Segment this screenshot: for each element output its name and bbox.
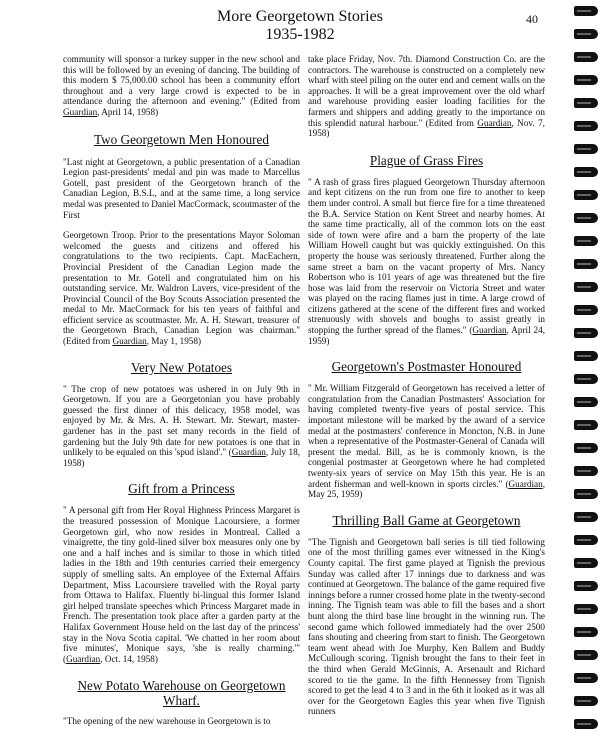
spiral-binding — [570, 0, 600, 743]
binding-ring — [574, 673, 598, 683]
binding-ring — [574, 305, 598, 315]
book-years: 1935-1982 — [265, 26, 335, 43]
binding-ring — [574, 650, 598, 660]
binding-ring — [574, 604, 598, 614]
binding-ring — [574, 443, 598, 453]
binding-ring — [574, 374, 598, 384]
article-paragraph: " A rash of grass fires plagued Georgetown Thursday afternoon and kept citizens on the run from one fire to another to keep them under control. A small but fierce fire for a time threatened the B.A. Service Station on Kent Street and nearby homes. At the same time practically, all of the common lots on the east side of town were afire and a barn the property of the late William Howell caught but was quickly extinguished. On this property the house was seriously threatened. Further along the same street a barn on the vacant property of Mrs. Nancy Robertson who is 101 years of age was threatened but the fire hose was laid from the reservoir on Victoria Street and water was played on the racing flames just in time. A large crowd of citizens gathered at the scene of the different fires and worked strenuously with shovels and boughs to assist greatly in stopping the further spread of the flames." (Guardian, April 24, 1959) — [308, 176, 545, 346]
source-link: Guardian — [66, 653, 101, 664]
article-paragraph: "Last night at Georgetown, a public presentation of a Canadian Legion past-presidents' medal and pin was made to Marcellus Gotell, past president of the Georgetown branch of the Canadian Legion, B.S.L, and at the same time, a long service medal was presented to Daniel MacCormack, scoutmaster of the First — [63, 156, 301, 220]
article-heading: Gift from a Princess — [128, 481, 235, 497]
source-link: Guardian — [472, 325, 507, 336]
source-link: Guardian — [231, 447, 266, 458]
binding-ring — [574, 29, 598, 39]
page-number: 40 — [526, 12, 538, 26]
binding-ring — [574, 75, 598, 85]
binding-ring — [574, 558, 598, 568]
source-link: Guardian — [477, 117, 512, 128]
binding-ring — [574, 719, 598, 729]
binding-ring — [574, 259, 598, 269]
book-title: More Georgetown Stories — [217, 8, 383, 25]
binding-ring — [574, 6, 598, 16]
article-paragraph: "The Tignish and Georgetown ball series is till tied following one of the most thrilling games ever witnessed in the King's County capital. The first game played at Tignish the previous Sunday was called after 17 innings due to darkness and was continued at Georgetown. The balance of the game required five innings before a runner crossed home plate in the twenty-second inning. The Tignish team was able to fill the bases and a short bunt along the third base line brought in the winning run. The second game which followed immediately had the over 2500 fans shouting and cheering from start to finish. The Georgetown team went ahead with Joe Murphy, Ken Ballem and Buddy McCullough scoring. Tignish brought the fans to their feet in the third when Gerald McGinnis, A. Arsenault and Richard scored to tie the game. In the fifth Hennessey from Tignish scored to get the lead 4 to 3 and in the 6th it looked as it was all over for the Georgetown Eagles this year when five Tignish runners — [308, 536, 546, 717]
binding-ring — [574, 98, 598, 108]
binding-ring — [574, 696, 598, 706]
article-paragraph: " A personal gift from Her Royal Highness Princess Margaret is the treasured possession of Monique Lacoursiere, a former Georgetown girl, who now resides in Montreal. Called a vinaigrette, the tiny gold-lined silver box measures only one by one and a half inches and is similar to those in which titled ladies in the 18th and 19th centuries carried their emergency supply of smelling salts. An employee of the External Affairs Department, Miss Lacoursiere travelled with the Royal party from Ottawa to Halifax. Fluently bi-lingual this former Island girl helped translate speeches which Princess Margaret made in French. The presentation took place after a garden party at the Halifax Government House held on the last day of the princess' stay in the Nova Scotia capital. 'We chatted in her room about five minutes', Monique says, 'she is really charming.'" (Guardian, Oct. 14, 1958) — [63, 505, 300, 664]
binding-ring — [574, 282, 598, 292]
binding-ring — [574, 213, 598, 223]
article-paragraph: " The crop of new potatoes was ushered in on July 9th in Georgetown. If you are a Georgetonian you have probably guessed the first dinner of this delicacy, 1958 model, was enjoyed by Mr. & Mrs. A. H. Stewart. Mr. Stewart, master-gardener has in the past set many records in the field of gardening but the July 9th date for new potatoes is one that in unlikely to be equaled on this 'spud island'." (Guardian, July 18, 1958) — [63, 383, 300, 468]
binding-ring — [574, 397, 598, 407]
binding-ring — [574, 466, 598, 476]
binding-ring — [574, 144, 598, 154]
binding-ring — [574, 121, 598, 131]
binding-ring — [574, 190, 598, 200]
article-heading: Very New Potatoes — [130, 359, 233, 375]
article-paragraph: Georgetown Troop. Prior to the presentations Mayor Soloman welcomed the guests and citizens and offered his congratulations to the two recipients. Capt. MacEachern, Provincial President of the Canadian Legion made the presentation to Mr. Gotell and congratulated him on his outstanding service. Mr. Waldron Lavers, vice-president of the Provincial Council of the Boy Scouts Association presented the medal to Mr. MacCormack for his ten years of faithful and efficient service as scoutmaster. Mr. A. H. Stewart, treasurer of the Georgetown Brach, Canadian Legion was chairman." (Edited from Guardian, May 1, 1958) — [63, 230, 300, 347]
binding-ring — [574, 167, 598, 177]
binding-ring — [574, 627, 598, 637]
source-link: Guardian — [508, 478, 543, 489]
right-intro-paragraph: take place Friday, Nov. 7th. Diamond Construction Co. are the contractors. The warehouse is constructed on a completely new wharf with steel piling on the outer end and cement walls on the approaches. It will be a great improvement over the old wharf and warehouse providing easier loading facilities for the farmers and shippers and adding greatly to the importance on this splendid natural harbour." (Edited from Guardian, Nov. 7, 1958) — [308, 54, 545, 139]
article-heading: Thrilling Ball Game at Georgetown — [332, 512, 521, 528]
article-paragraph: "The opening of the new warehouse in Georgetown is to — [63, 716, 271, 727]
binding-ring — [574, 512, 598, 522]
left-column — [63, 54, 300, 727]
binding-ring — [574, 420, 598, 430]
binding-ring — [574, 236, 598, 246]
binding-ring — [574, 351, 598, 361]
article-heading: Plague of Grass Fires — [369, 152, 484, 168]
article-heading: New Potato Warehouse on Georgetown Wharf. — [77, 678, 286, 709]
article-heading: Two Georgetown Men Honoured — [94, 131, 269, 147]
left-intro-paragraph: community will sponsor a turkey supper in the new school and this will be followed by an evening of dancing. The building of this modern $ 75,000.00 school has been a community effort throughout and a very large crowd is expected to be in attendance during the afternoon and evening." (Edited from Guardian, April 14, 1958) — [63, 54, 300, 117]
binding-ring — [574, 328, 598, 338]
page-header — [0, 8, 600, 44]
binding-ring — [574, 489, 598, 499]
article-heading: Georgetown's Postmaster Honoured — [331, 359, 522, 375]
source-link: Guardian — [112, 336, 147, 347]
article-paragraph: " Mr. William Fitzgerald of Georgetown has received a letter of congratulation from the Canadian Postmasters' Association for having completed twenty-five years of postal service. This important milestone will be marked by the award of a service medal at the postmasters' conference in Moncton, N.B. in June when a representative of the Postmaster-General of Canada will present the medal. Bill, as he is commonly known, is the congenial postmaster at Georgetown where he had completed twenty-six years of service on May 15th this year. He is an ardent fisherman and well-known in sports circles." (Guardian, May 25, 1959) — [308, 383, 545, 500]
binding-ring — [574, 535, 598, 545]
binding-ring — [574, 581, 598, 591]
binding-ring — [574, 52, 598, 62]
source-link: Guardian — [63, 106, 98, 117]
right-column — [308, 54, 545, 717]
